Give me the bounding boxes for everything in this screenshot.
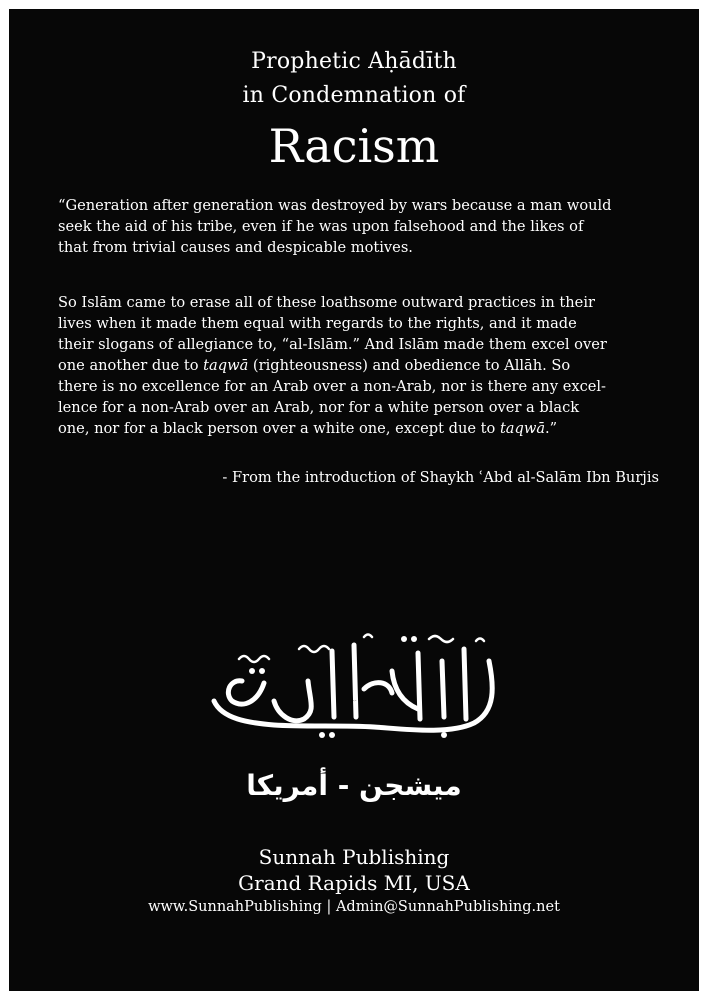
quote-italic-term: taqwā <box>499 420 546 437</box>
quote-line <box>58 355 658 376</box>
quote-paragraph-2 <box>58 292 658 439</box>
logo-arabic-text: مكتبة السنة <box>351 701 357 702</box>
publisher-contact: www.SunnahPublishing | Admin@SunnahPublishing.net <box>148 899 560 915</box>
quote-line: that from trivial causes and despicable motives. <box>58 239 413 256</box>
logo-arabic-subtitle: ميشجن - أمريكا <box>246 769 462 802</box>
arabic-calligraphy-logo <box>204 631 504 741</box>
quote-line: seek the aid of his tribe, even if he was upon falsehood and the likes of <box>58 218 584 235</box>
title-line-2: in Condemnation of <box>242 83 466 108</box>
quote-line: “Generation after generation was destroyed by wars because a man would <box>58 197 612 214</box>
publisher-location: Grand Rapids MI, USA <box>238 871 470 895</box>
publisher-name: Sunnah Publishing <box>258 845 450 869</box>
book-back-cover <box>9 9 699 991</box>
quote-line: their slogans of allegiance to, “al-Islām.” And Islām made them excel over <box>58 336 607 353</box>
quote-text: (righteousness) and obedience to Allāh. So <box>248 357 571 374</box>
quote-paragraph-1 <box>58 195 658 258</box>
quote-text: .” <box>545 420 558 437</box>
quote-italic-term: taqwā <box>203 357 249 374</box>
quote-text: one another due to <box>58 357 204 374</box>
quote-line: lives when it made them equal with regards to the rights, and it made <box>58 315 577 332</box>
quote-line <box>58 418 658 439</box>
main-title: Racism <box>268 119 440 173</box>
quote-line: lence for a non-Arab over an Arab, nor for a white person over a black <box>58 399 580 416</box>
quote-line: there is no excellence for an Arab over a non-Arab, nor is there any excel- <box>58 378 606 395</box>
quote-attribution: - From the introduction of Shaykh ʿAbd al-Salām Ibn Burjis <box>222 469 659 486</box>
title-line-1: Prophetic Aḥādīth <box>251 49 457 74</box>
quote-text: one, nor for a black person over a white one, except due to <box>58 420 500 437</box>
quote-line: So Islām came to erase all of these loathsome outward practices in their <box>58 294 595 311</box>
arabic-location-logo <box>224 761 484 807</box>
